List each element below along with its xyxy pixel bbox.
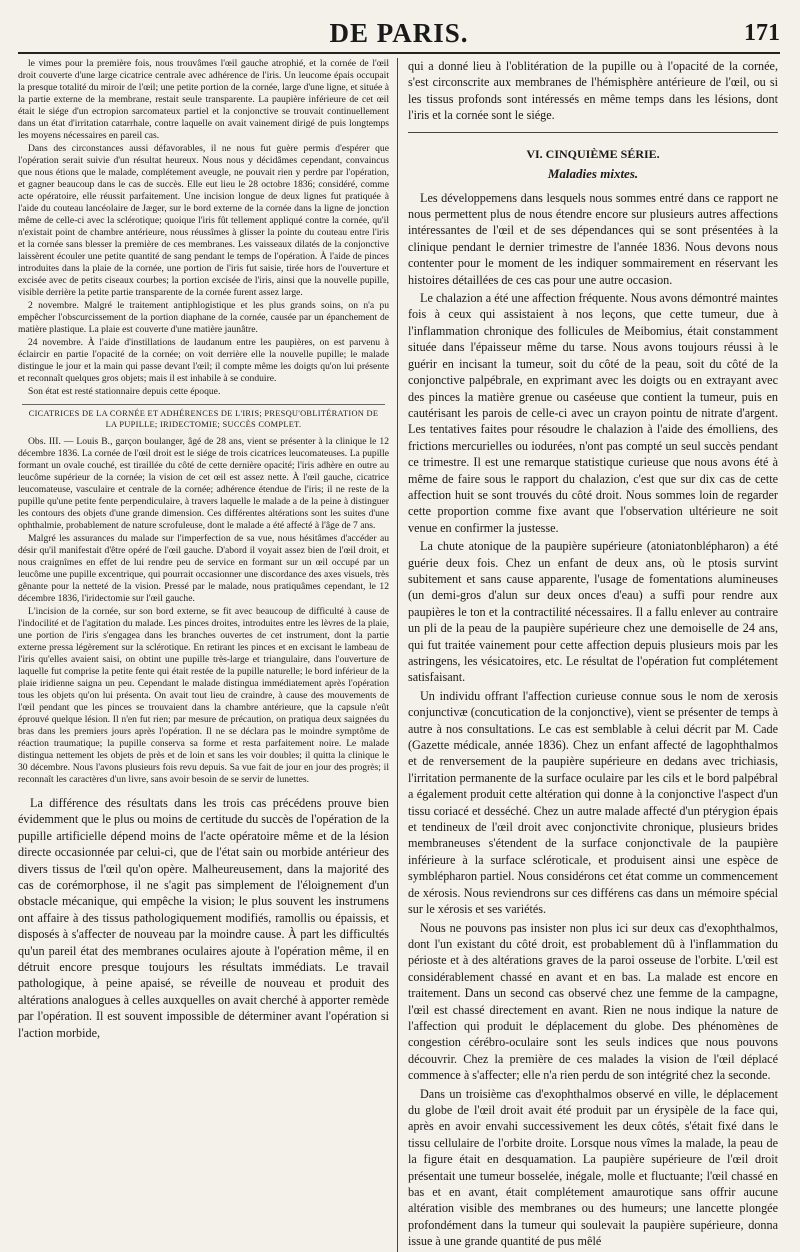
commentary-continuation <box>408 58 778 124</box>
paragraph: qui a donné lieu à l'oblitération de la pupille ou à l'opacité de la cornée, s'est circonscrite aux membranes de l'hémisphère antérieure de l'œil, ou si les tissus profonds sont intéressés en même temps dans les lésions, dont l'iris et la cornée sont le siége. <box>408 59 778 123</box>
paragraph: le vimes pour la première fois, nous trouvâmes l'œil gauche atrophié, et la cornée de l'œil droit couverte d'une large cicatrice centrale avec adhérence de l'iris. Un leucome épais occupait la presque totalité du miroir de l'œil; une petite portion de la cornée, large d'une ligne, et située à la partie externe de la membrane, restait seule transparente. La paupière inférieure de cet œil était le siége d'un ectropion sarcomateux partiel et la conjonctive se trouvait continuellement dans un état d'irritation catarrhale, contre laquelle on avait vainement dirigé de puis longtemps les moyens nécessaires en pareil cas. <box>18 58 389 141</box>
case-heading: CICATRICES DE LA CORNÉE ET ADHÉRENCES DE L'IRIS; PRESQU'OBLITÉRATION DE LA PUPILLE; IRIDECTOMIE; SUCCÈS COMPLET. <box>22 404 385 430</box>
paragraph: Dans des circonstances aussi défavorables, il ne nous fut guère permis d'espérer que l'opération serait suivie d'un résultat heureux. Nous nous y décidâmes cependant, convaincus que nous étions que le malade, complétement aveugle, ne pouvait rien y perdre par l'opération, et gagner beaucoup dans le cas de succès. Elle eut lieu le 28 octobre 1836; considéré, comme acte opératoire, elle réussit parfaitement. Une incision longue de deux lignes fut pratiquée à l'aide du couteau lancéolaire de Jæger, sur le bord externe de la cornée dans la ligne de jonction même de celle-ci avec la sclérotique; quoique l'iris fût tellement appliqué contre la cornée, qu'il n'existait point de chambre antérieure, nous réussîmes à glisser la pointe du couteau entre l'iris et la cornée sans blesser la première de ces membranes. Les vaisseaux dilatés de la conjonctive laissèrent écouler une petite quantité de sang pendant le temps de l'opération. À l'aide de pinces introduites dans la plaie de la cornée, une portion de l'iris fut saisie, tirée hors de l'ouverture et excisée avec de petits ciseaux courbes; la portion excisée de l'iris, ainsi que la nouvelle pupille, visible derrière la petite partie transparente de la cornée furent assez large. <box>18 143 389 298</box>
page-header <box>18 12 780 54</box>
obs-continuation <box>18 58 389 398</box>
running-title: DE PARIS. <box>329 18 469 48</box>
two-column-body <box>18 58 780 1252</box>
mixed-diseases-text <box>408 190 778 1250</box>
paragraph: Le chalazion a été une affection fréquente. Nous avons démontré maintes fois à ceux qui assistaient à nos leçons, que cette tumeur, due à l'inflammation chronique des follicules de Meibomius, était constamment située dans l'épaisseur même du tarse. Nous avons toujours réussi à le guérir en incisant la tumeur, soit du côté de la peau, soit du côté de la conjonctive palpébrale, en exprimant avec les doigts ou en extrayant avec des pinces la matière grenue ou caséeuse que contient la tumeur, puis en cautérisant les parois de celle-ci avec un crayon pointu de nitrate d'argent. Les tentatives faites pour résoudre le chalazion à l'aide des émolliens, des frictions mercurielles ou iodurées, n'ont pas compté un seul succès pendant ce trimestre. Il est une remarque statistique curieuse que nous avons été à même de faire sous le rapport du chalazion, c'est que sur dix cas de cette affection huit se sont trouvés du côté droit. Nous sommes loin de regarder cette proportion comme fixe avant que l'observation ultérieure ne soit venue en confirmer la justesse. <box>408 291 778 535</box>
paragraph: La différence des résultats dans les trois cas précédens prouve bien évidemment que le plus ou moins de certitude du succès de l'opération de la pupille artificielle dépend moins de l'acte opératoire même et de la lésion directe occasionnée par celui-ci, que de l'état sain ou morbide antérieur des divers tissus de l'œil qu'on opère. Malheureusement, dans la majorité des cas de corémorphose, il ne s'agit pas simplement de l'éloignement d'un obstacle mécanique, qui empêche la vision; le plus souvent les instrumens ont affaire à des tissus pathologiquement modifiés, ramollis ou épaissis, et disposés à s'affecter de nouveau par la moindre cause. À part les difficultés qu'un pareil état des membranes oculaires ajoute à l'opération même, il en détruit encore presque toujours les résultats immédiats. Le travail pathologique, à peine apaisé, se réveille de nouveau et produit des altérations analogues à celles auxquelles on avait cherché à apporter remède par l'opération. Il est souvent impossible de déterminer avant l'opération si l'action morbide, <box>18 796 389 1040</box>
paragraph: Les développemens dans lesquels nous sommes entré dans ce rapport ne nous permettent plus de nous étendre encore sur plusieurs autres affections intéressantes de l'œil et de ses dépendances qui se sont présentées à la clinique pendant le dernier trimestre de l'année 1836. Nous devons nous contenter pour le moment de les indiquer sommairement en réservant les histoires détaillées de ces cas pour une autre occasion. <box>408 190 778 287</box>
observation-three <box>18 436 389 786</box>
paragraph: La chute atonique de la paupière supérieure (atoniatonblépharon) a été guérie deux fois. Chez un enfant de deux ans, où le ptosis survint subitement et sans cause apparente, l'usage de fomentations alumineuses (un demi-gros d'alun sur deux onces d'eau) a suffi pour rendre aux paupières le ton et la contractilité nécessaires. Il a fallu enlever au contraire un pli de la peau de la paupière supérieure chez une demoiselle de 24 ans, qui fut traitée vainement pour cette affection depuis plusieurs mois par les astringens, les vésicatoires, etc. Le résultat de l'opération fut complétement satisfaisant. <box>408 539 778 685</box>
paragraph: 24 novembre. À l'aide d'instillations de laudanum entre les paupières, on est parvenu à éclaircir en partie l'opacité de la cornée; on voit derrière elle la nouvelle pupille; le malade distingue le jour et la main qui passe devant l'œil; il compte même les doigts qu'on lui présente et reconnaît quelques gros objets; mais il est inhabile à se conduire. <box>18 337 389 384</box>
subsection-heading: Maladies mixtes. <box>547 165 639 181</box>
paragraph: Obs. III. — Louis B., garçon boulanger, âgé de 28 ans, vient se présenter à la clinique le 12 décembre 1836. La cornée de l'œil droit est le siége de trois cicatrices leucomateuses. La pupille formant un ovale couché, est tiraillée du côté de cette dernière opacité; l'iris adhère en outre au leucôme supérieur de la cornée; la vision de cet œil est assez nette. À l'œil gauche, cicatrice leucomateuse, vasculaire et centrale de la cornée; adhérence étendue de l'iris; il ne reste de la pupille qu'une petite fente perpendiculaire, à travers laquelle le malade a de la peine à distinguer les contours des objets d'une grande dimension. Ces différentes altérations sont les suites d'une ophthalmie, probablement de nature scrofuleuse, dont le malade a été affecté à l'âge de 7 ans. <box>18 436 389 531</box>
paragraph: Dans un troisième cas d'exophthalmos observé en ville, le déplacement du globe de l'œil droit avait été produit par un érysipèle de la face qui, après en avoir envahi successivement les deux côtés, s'était fixé dans le tissu cellulaire de l'orbite droite. Lorsque nous vîmes la malade, la peau de la figure était en desquamation. La paupière supérieure de l'œil droit présentait une tumeur bosselée, inégale, molle et fluctuante; l'œil chassé en bas et en avant, était complétement amaurotique sans offrir aucune altération visible des membranes ou des humeurs; une lancette plongée profondément dans la tumeur qui soulevait la paupière supérieure, donna issue à une grande quantité de pus mêlé <box>408 1086 778 1249</box>
right-column <box>398 58 778 1252</box>
commentary <box>18 795 389 1041</box>
paragraph: Son état est resté stationnaire depuis cette époque. <box>28 386 221 397</box>
page-number: 171 <box>744 20 780 46</box>
paragraph: Nous ne pouvons pas insister non plus ici sur deux cas d'exophthalmos, dont l'un existant du côté droit, est probablement dû à l'inflammation du périoste et à des altérations graves de la paroi osseuse de l'orbite. L'œil est considérablement chassé en avant et en bas. La malade est encore en traitement. Dans un second cas observé chez une femme de la campagne, l'œil est chassé directement en avant. Rien ne nous indique la nature de l'affection qui produit le déplacement du globe. Des phénomènes de congestion cérébro-oculaire sont les seuls indices que nous pouvons découvrir. Chez la première de ces malades la vision de l'œil déplacé commence à s'affecter; elle n'a rien perdu de son intégrité chez la seconde. <box>408 920 778 1083</box>
paragraph: Un individu offrant l'affection curieuse connue sous le nom de xerosis conjunctivæ (concutication de la conjonctive), vient se présenter de temps à autre à nos consultations. Le cas est semblable à celui décrit par M. Cade (Gazette médicale, année 1836). Chez un enfant affecté de lagophthalmos et de renversement de la paupière supérieure en dedans avec trichiasis, l'irritation permanente de la surface oculaire par les cils et le bord palpébral a également produit cette altération qui donne à la conjonctive l'aspect d'un tissu coriacé et desséché. Chez un autre malade affecté d'un ptérygion épais et tendineux de l'œil droit avec conjonctivite chronique, plusieurs brides membraneuses s'étendent de la surface conjonctivale de la paupière inférieure à la surface scléroticale, et produisent ainsi une espèce de symblépharon partiel. Nous considérons cet état comme un commencement de xérosis. Nous reviendrons sur ces différens cas dans un mémoire spécial sur le xérosis et ses variétés. <box>408 688 778 917</box>
paragraph: 2 novembre. Malgré le traitement antiphlogistique et les plus grands soins, on n'a pu empêcher l'obscurcissement de la portion diaphane de la cornée, causée par un épanchement de matière plastique. La plaie est couverte d'une matière jaunâtre. <box>18 300 389 335</box>
left-column <box>18 58 398 1252</box>
section-heading: VI. CINQUIÈME SÉRIE. <box>408 132 778 162</box>
paragraph: L'incision de la cornée, sur son bord externe, se fit avec beaucoup de difficulté à cause de l'indocilité et de l'agitation du malade. Les pinces droites, introduites entre les lèvres de la plaie, une portion de l'iris s'engagea dans les branches ouvertes de cet instrument, dont la partie externe pressa légèrement sur la sclérotique. En retirant les pinces et en excisant le lambeau de l'iris qu'elles avaient saisi, on obtint une pupille très-large et triangulaire, dans l'ouverture de laquelle fut comprise la petite fente qui était restée de la pupille naturelle; le bord inférieur de la plaie iridienne saigna un peu. Cependant le malade distingua immédiatement après l'opération tous les objets qu'on lui présenta. On avait tout lieu de craindre, à cause des mouvements de l'œil pendant que les pinces se trouvaient dans la chambre antérieure, que la capsule n'eût éprouvé quelque lésion. Il n'en fut rien; par mesure de précaution, on pratiqua deux saignées du bras dans les premiers jours après l'opération. Il ne se déclara pas le moindre symptôme de réaction traumatique; la pupille conserva sa forme et resta parfaitement noire. Le malade distingua nettement les objets de près et de loin et sans les voir doubles; il quitta la clinique le 30 décembre. Nous l'avons plusieurs fois revu depuis. Sa vue fait de jour en jour des progrès; il reconnaît les caractères d'un livre, sans avoir besoin de se servir de lunettes. <box>18 606 389 785</box>
paragraph: Malgré les assurances du malade sur l'imperfection de sa vue, nous hésitâmes d'accéder au désir qu'il manifestait d'être opéré de l'œil gauche. D'abord il voyait assez bien de l'œil droit, et nous craignîmes en effet de lui rendre peu de service en formant sur un œil occupé par un leucôme une pupille excentrique, qui pourrait occasionner une discordance des axes visuels, très gênante pour la netteté de la vision. Pressé par le malade, nous pratiquâmes cependant, le 12 décembre 1836, l'iridectomie sur l'œil gauche. <box>18 533 389 604</box>
